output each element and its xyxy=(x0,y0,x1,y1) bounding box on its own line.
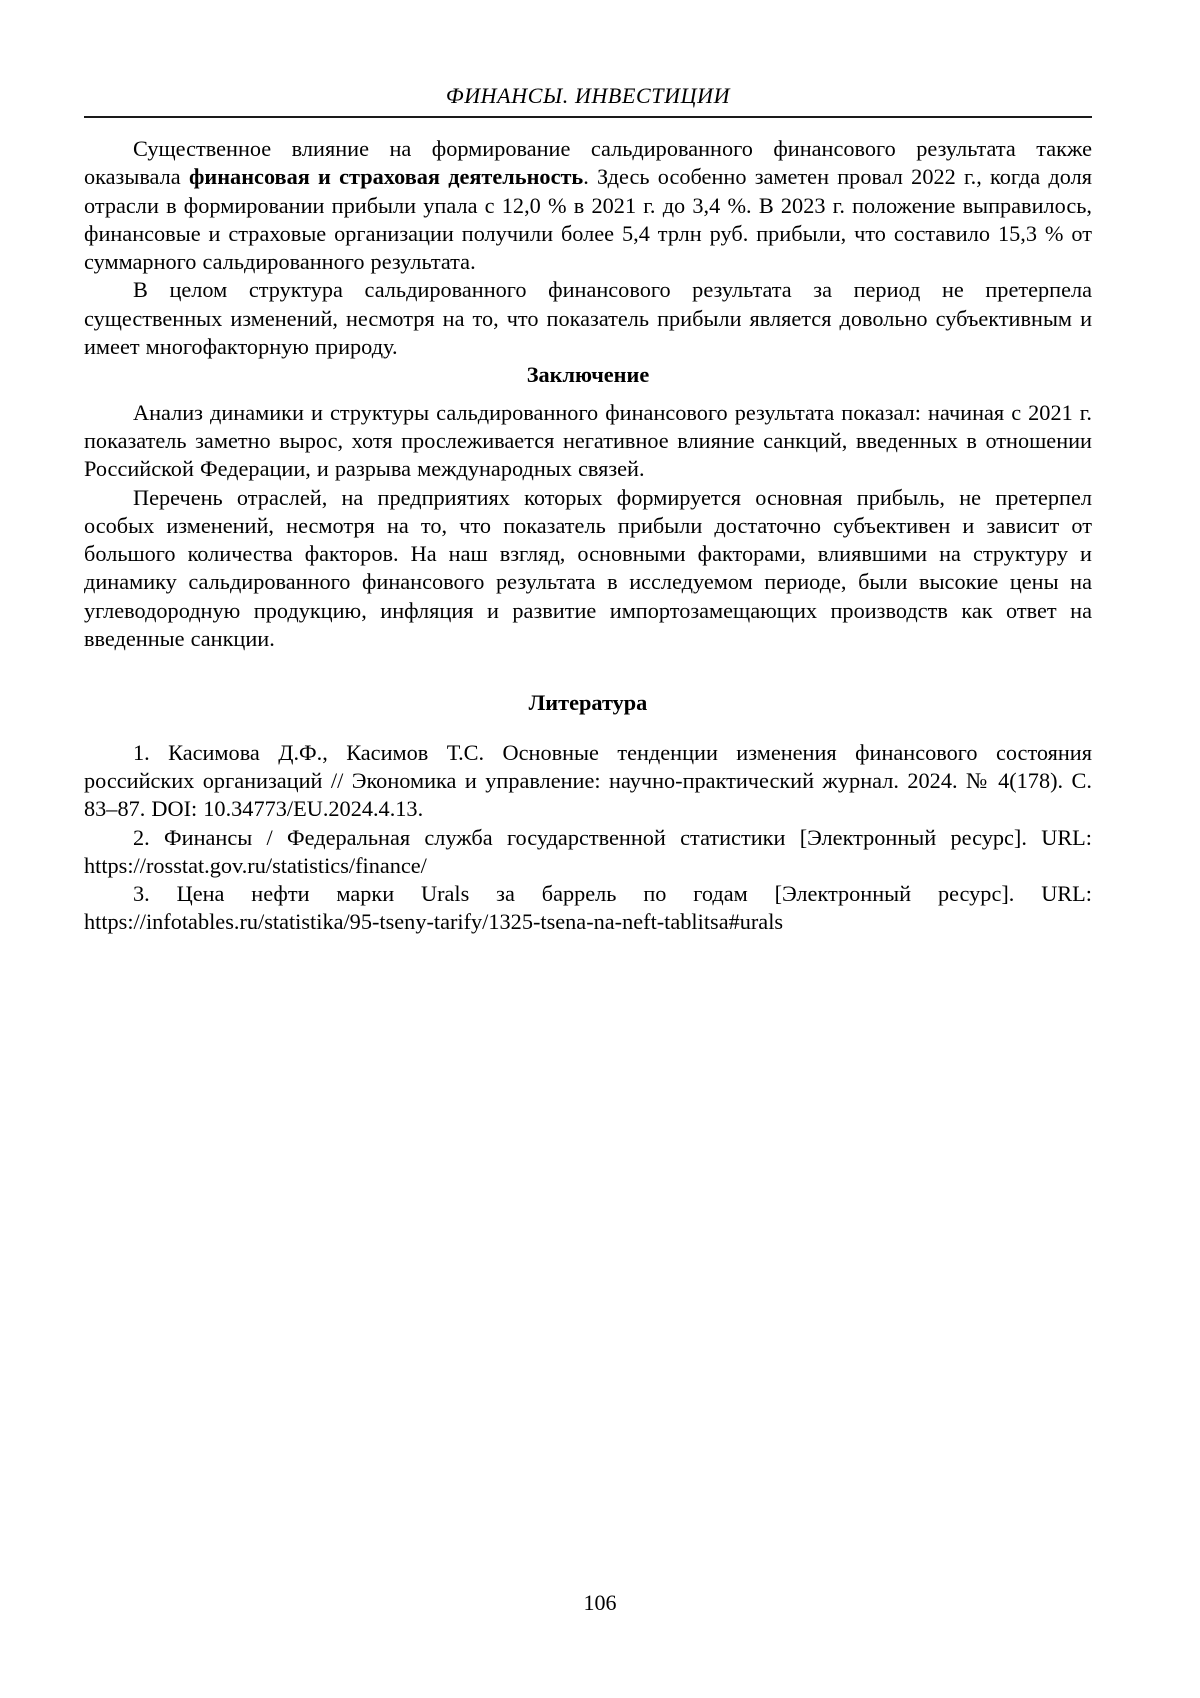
running-head: ФИНАНСЫ. ИНВЕСТИЦИИ xyxy=(445,83,731,108)
page-number: 106 xyxy=(583,1590,617,1615)
header-rule xyxy=(84,116,1092,118)
reference-item-1: 1. Касимова Д.Ф., Касимов Т.С. Основные тенденции изменения финансового состояния российских организаций // Экономика и управление: научно-практический журнал. 2024. № 4(178). С. 83–87. DOI: 10.34773/EU.2024.4.13. xyxy=(84,739,1092,822)
reference-item-2: 2. Финансы / Федеральная служба государственной статистики [Электронный ресурс]. URL: https://rosstat.gov.ru/statistics/finance/ xyxy=(84,824,1092,878)
paragraph-analysis-dynamics: Анализ динамики и структуры сальдированного финансового результата показал: начиная с 2021 г. показатель заметно вырос, хотя прослеживается негативное влияние санкций, введенных в отношении Российской Федерации, и разрыва международных связей. xyxy=(84,399,1092,482)
paragraph-finance-insurance xyxy=(84,135,1092,276)
reference-item-3: 3. Цена нефти марки Urals за баррель по годам [Электронный ресурс]. URL: https://infotables.ru/statistika/95-tseny-tarify/1325-tsena-na-neft-tablitsa#urals xyxy=(84,881,1092,935)
conclusion-heading: Заключение xyxy=(526,362,650,388)
paragraph-text-before-bold: Существенное влияние на формирование сальдированного финансового результата также оказывала xyxy=(84,136,1092,190)
bold-phrase-finance-insurance: финансовая и страховая деятельность xyxy=(188,164,584,190)
literature-heading: Литература xyxy=(528,690,648,716)
paragraph-industries-factors: Перечень отраслей, на предприятиях которых формируется основная прибыль, не претерпел особых изменений, несмотря на то, что показатель прибыли достаточно субъективен и зависит от большого количества факторов. На наш взгляд, основными факторами, влиявшими на структуру и динамику сальдированного финансового результата в исследуемом периоде, были высокие цены на углеводородную продукцию, инфляция и развитие импортозамещающих производств как ответ на введенные санкции. xyxy=(84,484,1092,652)
text-column xyxy=(84,84,1092,937)
paragraph-text-after-bold: . Здесь особенно заметен провал 2022 г., когда доля отрасли в формировании прибыли упала с 12,0 % в 2021 г. до 3,4 %. В 2023 г. положение выправилось, финансовые и страховые организации получили более 5,4 трлн руб. прибыли, что составило 15,3 % от суммарного сальдированного результата. xyxy=(84,164,1092,275)
paragraph-structure-result: В целом структура сальдированного финансового результата за период не претерпела существенных изменений, несмотря на то, что показатель прибыли является довольно субъективным и имеет многофакторную природу. xyxy=(84,277,1092,360)
